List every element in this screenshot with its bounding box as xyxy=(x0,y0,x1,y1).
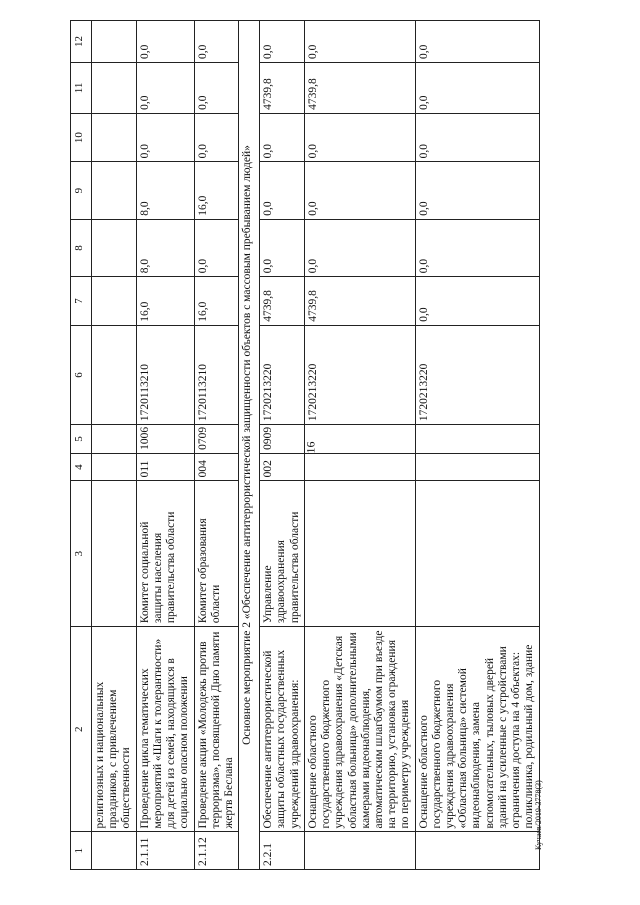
table-cell: Оснащение областного государственного бюджетного учреждения здравоохранения «Детская областная больница» дополнительными камерами видеонаблюдения, автоматическим шлагбаумом при въезде на территорию, установка ограждения по периметру учреждения xyxy=(304,627,415,832)
table-cell: 4739,8 xyxy=(304,63,415,114)
table-cell: 0,0 xyxy=(415,219,539,276)
table-cell: 8,0 xyxy=(136,219,194,276)
table-cell: 0,0 xyxy=(260,219,305,276)
table-cell xyxy=(415,832,539,870)
table-cell xyxy=(304,425,415,454)
header-cell: 9 xyxy=(71,162,92,219)
section-row xyxy=(239,21,260,870)
table-cell xyxy=(92,162,137,219)
table-cell xyxy=(304,481,415,627)
table-cell xyxy=(92,325,137,424)
table-cell xyxy=(92,113,137,162)
table-cell: 0,0 xyxy=(260,162,305,219)
table-cell: 8,0 xyxy=(136,162,194,219)
header-cell: 3 xyxy=(71,481,92,627)
table-cell: 2.2.1 xyxy=(260,832,305,870)
table-cell: Проведение акции «Молодежь против терроризма», посвященной Дню памяти жертв Беслана xyxy=(194,627,239,832)
header-row xyxy=(71,21,92,870)
table-cell: религиозных и национальных праздников, с привлечением общественности xyxy=(92,627,137,832)
table-cell: 0,0 xyxy=(136,113,194,162)
table-row xyxy=(194,21,239,870)
table-cell: 1720213220 xyxy=(415,325,539,424)
table-cell: 0909 xyxy=(260,425,305,454)
table-cell xyxy=(415,481,539,627)
table-cell: 0,0 xyxy=(194,63,239,114)
header-cell: 6 xyxy=(71,325,92,424)
table-cell: 1720113210 xyxy=(194,325,239,424)
table-cell: 1720213220 xyxy=(304,325,415,424)
table-cell: 002 xyxy=(260,453,305,481)
header-cell: 1 xyxy=(71,832,92,870)
table-cell xyxy=(415,425,539,454)
table-cell: 0,0 xyxy=(415,63,539,114)
table-cell xyxy=(304,832,415,870)
table-cell xyxy=(92,832,137,870)
table-cell xyxy=(304,453,415,481)
table-row xyxy=(136,21,194,870)
table-cell: Комитет социальной защиты населения правительства области xyxy=(136,481,194,627)
table-row xyxy=(92,21,137,870)
table-cell xyxy=(92,219,137,276)
section-title: Основное мероприятие 2 «Обеспечение антитеррористической защищенности объектов с массовым пребыванием людей» xyxy=(239,21,260,870)
table-cell: 0,0 xyxy=(194,113,239,162)
header-cell: 10 xyxy=(71,113,92,162)
table-cell xyxy=(415,453,539,481)
table-cell: 16,0 xyxy=(194,162,239,219)
table-cell: 4739,8 xyxy=(304,277,415,326)
table-row xyxy=(260,21,305,870)
table-cell xyxy=(92,481,137,627)
header-cell: 4 xyxy=(71,453,92,481)
table-cell: 0,0 xyxy=(415,162,539,219)
document-code: Кучаев/2019-3778(3) xyxy=(534,780,543,850)
header-cell: 11 xyxy=(71,63,92,114)
table-cell: 0,0 xyxy=(415,21,539,63)
header-cell: 2 xyxy=(71,627,92,832)
table-cell: 0,0 xyxy=(136,21,194,63)
table-cell: 2.1.12 xyxy=(194,832,239,870)
table-cell: 4739,8 xyxy=(260,63,305,114)
table-cell: 0,0 xyxy=(304,219,415,276)
header-cell: 7 xyxy=(71,277,92,326)
table-cell: 0,0 xyxy=(260,21,305,63)
table-cell xyxy=(92,277,137,326)
table-cell: 1720113210 xyxy=(136,325,194,424)
table-row xyxy=(304,21,415,870)
table-cell xyxy=(92,425,137,454)
table-cell: 004 xyxy=(194,453,239,481)
table-cell: 2.1.11 xyxy=(136,832,194,870)
table-cell: 16,0 xyxy=(194,277,239,326)
table-row xyxy=(415,21,539,870)
table-cell: 1006 xyxy=(136,425,194,454)
table-cell: 4739,8 xyxy=(260,277,305,326)
table-cell: 0,0 xyxy=(304,113,415,162)
rotated-table-container xyxy=(70,20,540,870)
program-table xyxy=(70,20,540,870)
table-cell: 0,0 xyxy=(136,63,194,114)
table-cell: 0,0 xyxy=(194,21,239,63)
table-cell: 0,0 xyxy=(415,113,539,162)
header-cell: 5 xyxy=(71,425,92,454)
table-cell: 1720213220 xyxy=(260,325,305,424)
table-cell: 0,0 xyxy=(194,219,239,276)
header-cell: 12 xyxy=(71,21,92,63)
table-cell: Проведение цикла тематических мероприятий «Шаги к толерантности» для детей из семей, находящихся в социально опасном положении xyxy=(136,627,194,832)
table-cell: 0,0 xyxy=(304,162,415,219)
table-cell: 16,0 xyxy=(136,277,194,326)
table-cell xyxy=(92,21,137,63)
page-number: 16 xyxy=(303,441,318,454)
table-cell xyxy=(92,453,137,481)
table-cell: Управление здравоохранения правительства области xyxy=(260,481,305,627)
table-cell: 0,0 xyxy=(415,277,539,326)
table-cell: Оснащение областного государственного бюджетного учреждения здравоохранения «Областная больница» системой видеонаблюдения, замена вспомогательных, тыловых дверей зданий на усиленные с устройствами ограничения доступа на 4 объектах: поликлиника, родильный дом, здание xyxy=(415,627,539,832)
table-cell: 0,0 xyxy=(260,113,305,162)
table-cell: 011 xyxy=(136,453,194,481)
table-cell: Обеспечение антитеррористической защиты областных государственных учреждений здравоохранения: xyxy=(260,627,305,832)
header-cell: 8 xyxy=(71,219,92,276)
table-cell: Комитет образования области xyxy=(194,481,239,627)
table-cell xyxy=(92,63,137,114)
table-cell: 0,0 xyxy=(304,21,415,63)
table-cell: 0709 xyxy=(194,425,239,454)
